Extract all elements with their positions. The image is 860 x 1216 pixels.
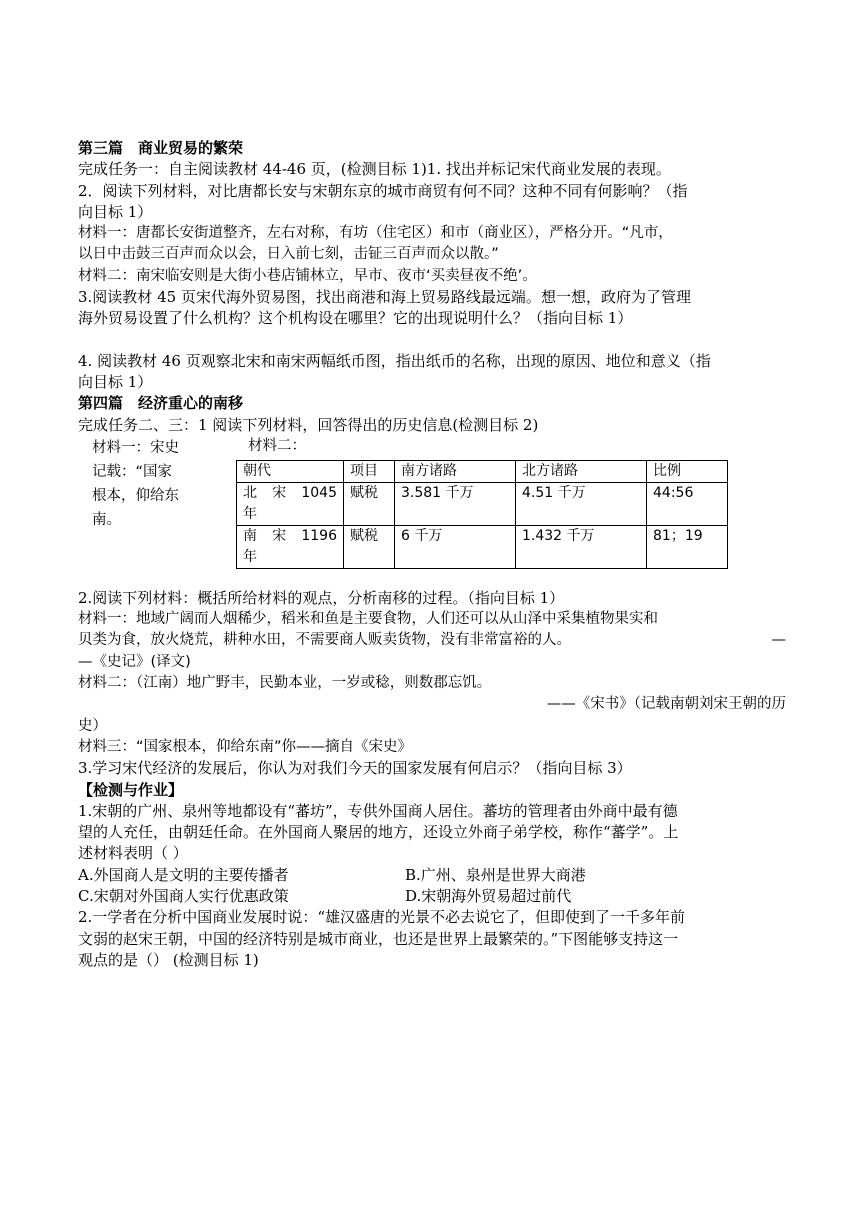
material-a-source: —《史记》(译文) — [78, 653, 191, 670]
material-2-label: 材料二： — [248, 437, 306, 454]
material-2-line: 材料二：南宋临安则是大街小巷店铺林立，早市、夜市‘买卖昼夜不绝’。 — [78, 267, 537, 284]
option-a: A.外国商人是文明的主要传播者 — [78, 865, 289, 884]
dynasty-text: 北 宋 1045 — [243, 484, 337, 501]
table-cell: 3.581 千万 — [395, 482, 516, 525]
table-cell — [237, 525, 344, 568]
q3-line-1: 3.阅读教材 45 页宋代海外贸易图，找出商港和海上贸易路线最远端。想一想，政府为了管理 — [78, 288, 691, 307]
task-2-line: 完成任务二、三：1 阅读下列材料，回答得出的历史信息(检测目标 2) — [78, 415, 539, 434]
q3-inspiration: 3.学习宋代经济的发展后，你认为对我们今天的国家发展有何启示？（指向目标 3） — [78, 759, 632, 778]
dynasty-year-unit: 年 — [243, 548, 257, 565]
document-page — [78, 138, 786, 971]
q2-line-2: 向目标 1） — [78, 202, 153, 221]
table-header: 南方诸路 — [395, 460, 516, 482]
table-header: 北方诸路 — [516, 460, 647, 482]
hw-q1-options-cd — [78, 886, 786, 907]
tax-table — [236, 460, 728, 569]
material-b-line: 材料二：（江南）地广野丰，民勤本业，一岁或稔，则数郡忘饥。 — [78, 675, 492, 692]
material-1-text: 根本，仰给东 — [92, 487, 179, 504]
material-b-source-cont: 史） — [78, 717, 107, 734]
option-d: D.宋朝海外贸易超过前代 — [405, 887, 572, 906]
material-c-line: 材料三：“国家根本，仰给东南”你——摘自《宋史》 — [78, 738, 413, 755]
material-1-text: 记载：“国家 — [92, 463, 173, 480]
hw-q1-options-ab — [78, 865, 786, 886]
hw-q2-line-3: 观点的是（） (检测目标 1) — [78, 950, 259, 969]
table-cell — [237, 482, 344, 525]
material-b-source: ——《宋书》（记载南朝刘宋王朝的历 — [546, 696, 786, 713]
table-header: 比例 — [647, 460, 728, 482]
material-1-line-1: 材料一：唐都长安街道整齐，左右对称，有坊（住宅区）和市（商业区），严格分开。“凡市， — [78, 225, 673, 242]
hw-q1-line-3: 述材料表明（ ） — [78, 844, 188, 863]
homework-title: 【检测与作业】 — [78, 780, 184, 799]
table-cell: 4.51 千万 — [516, 482, 647, 525]
material-1-line-2: 以日中击鼓三百声而众以会，日入前七刻，击钲三百声而众以散。” — [78, 246, 499, 263]
table-header: 朝代 — [237, 460, 344, 482]
table-row — [237, 525, 728, 568]
q2-line-1: 2．阅读下列材料，对比唐都长安与宋朝东京的城市商贸有何不同？这种不同有何影响？（指 — [78, 181, 688, 200]
option-c: C.宋朝对外国商人实行优惠政策 — [78, 887, 289, 906]
dynasty-year-unit: 年 — [243, 505, 257, 522]
q4-line-1: 4. 阅读教材 46 页观察北宋和南宋两幅纸币图，指出纸币的名称，出现的原因、地位和意义（指 — [78, 351, 711, 370]
dynasty-text: 南 宋 1196 — [243, 527, 337, 544]
q3-line-2: 海外贸易设置了什么机构？这个机构设在哪里？它的出现说明什么？（指向目标 1） — [78, 309, 633, 328]
hw-q1-line-2: 望的人充任，由朝廷任命。在外国商人聚居的地方，还设立外商子弟学校，称作“蕃学”。上 — [78, 823, 679, 842]
hw-q2-line-2: 文弱的赵宋王朝，中国的经济特别是城市商业，也还是世界上最繁荣的。”下图能够支持这一 — [78, 929, 679, 948]
section-4-title: 第四篇 经济重心的南移 — [78, 394, 244, 413]
table-row — [237, 482, 728, 525]
table-cell: 81；19 — [647, 525, 728, 568]
material-1-text: 南。 — [92, 511, 121, 528]
material-1-text: 材料一：宋史 — [92, 439, 179, 456]
materials-block — [78, 436, 786, 588]
table-cell: 赋税 — [344, 525, 395, 568]
hw-q2-line-1: 2.一学者在分析中国商业发展时说：“雄汉盛唐的光景不必去说它了，但即使到了一千多年前 — [78, 908, 685, 927]
table-cell: 6 千万 — [395, 525, 516, 568]
section-3-title: 第三篇 商业贸易的繁荣 — [78, 139, 244, 157]
q4-line-2: 向目标 1） — [78, 372, 153, 391]
material-a-line-2 — [78, 630, 786, 651]
table-header-row — [237, 460, 728, 482]
blank-gap — [78, 330, 786, 351]
table-cell: 赋税 — [344, 482, 395, 525]
table-cell: 1.432 千万 — [516, 525, 647, 568]
table-header: 项目 — [344, 460, 395, 482]
source-dash: — — [771, 632, 786, 649]
q2-material-intro: 2.阅读下列材料：概括所给材料的观点，分析南移的过程。（指向目标 1） — [78, 588, 565, 607]
material-a-text: 贝类为食，放火烧荒，耕种水田，不需要商人贩卖货物，没有非常富裕的人。 — [78, 632, 571, 649]
material-a-line-1: 材料一：地域广阔而人烟稀少，稻米和鱼是主要食物，人们还可以从山泽中采集植物果实和 — [78, 611, 658, 628]
task-1-line: 完成任务一：自主阅读教材 44-46 页，(检测目标 1)1. 找出并标记宋代商业发展的表现。 — [78, 160, 671, 179]
hw-q1-line-1: 1.宋朝的广州、泉州等地都设有“蕃坊”，专供外国商人居住。蕃坊的管理者由外商中最有德 — [78, 801, 678, 820]
material-1-box — [92, 436, 210, 532]
table-cell: 44:56 — [647, 482, 728, 525]
option-b: B.广州、泉州是世界大商港 — [405, 865, 586, 884]
